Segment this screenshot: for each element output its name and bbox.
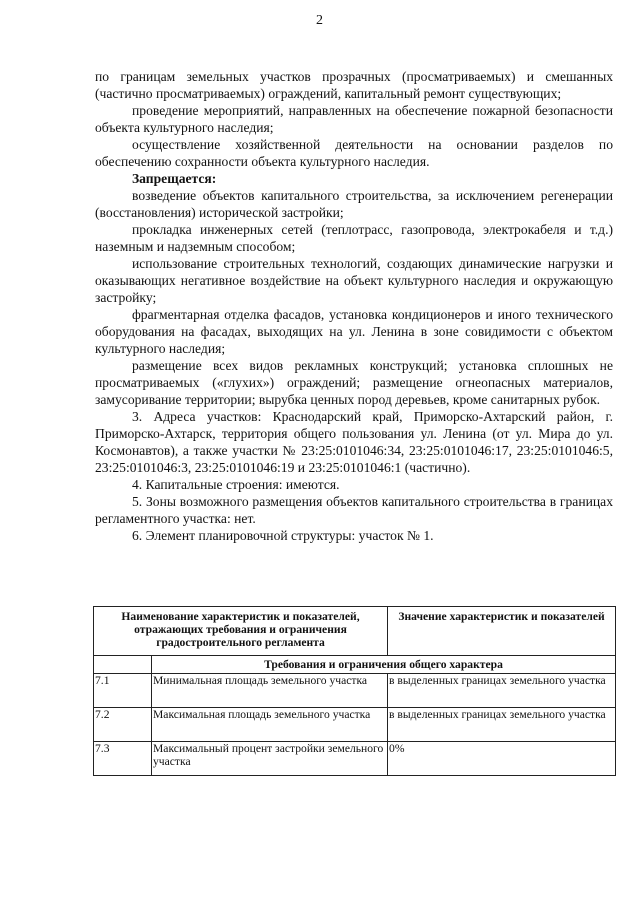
paragraph-fire-safety: проведение мероприятий, направленных на обеспечение пожарной безопасности объекта культурного наследия; bbox=[95, 103, 613, 135]
paragraph-placement-zones: 5. Зоны возможного размещения объектов капитального строительства в границах регламентного участка: нет. bbox=[95, 494, 613, 526]
row-number: 7.2 bbox=[94, 708, 152, 742]
page-number: 2 bbox=[316, 13, 323, 28]
table-header-row bbox=[94, 607, 616, 656]
section-title: Требования и ограничения общего характера bbox=[152, 656, 616, 674]
table-row bbox=[94, 742, 616, 776]
row-value: 0% bbox=[388, 742, 616, 776]
header-characteristics: Наименование характеристик и показателей, отражающих требования и ограничения градостроительного регламента bbox=[94, 607, 388, 656]
paragraph-planning-element: 6. Элемент планировочной структуры: участок № 1. bbox=[132, 528, 434, 543]
row-value: в выделенных границах земельного участка bbox=[388, 708, 616, 742]
table-row bbox=[94, 674, 616, 708]
row-number: 7.3 bbox=[94, 742, 152, 776]
paragraph-capital-construction: возведение объектов капитального строительства, за исключением регенерации (восстановления) исторической застройки; bbox=[95, 188, 613, 220]
table-row bbox=[94, 708, 616, 742]
heading-prohibited: Запрещается: bbox=[132, 171, 217, 186]
row-name: Максимальный процент застройки земельного участка bbox=[152, 742, 388, 776]
paragraph-capital-buildings: 4. Капитальные строения: имеются. bbox=[132, 477, 340, 492]
paragraph-advertising: размещение всех видов рекламных конструкций; установка сплошных не просматриваемых («глухих») ограждений; размещение огнеопасных материалов, замусоривание территории; вырубка ценных пород деревьев, кроме санитарных рубок. bbox=[95, 358, 613, 407]
paragraph-economic-activity: осуществление хозяйственной деятельности на основании разделов по обеспечению сохранности объекта культурного наследия. bbox=[95, 137, 613, 169]
paragraph-fences: по границам земельных участков прозрачных (просматриваемых) и смешанных (частично просматриваемых) ограждений, капитальный ремонт существующих; bbox=[95, 69, 613, 101]
paragraph-addresses: 3. Адреса участков: Краснодарский край, Приморско-Ахтарский район, г. Приморско-Ахтарск, территория общего пользования ул. Ленина (от ул. Мира до ул. Космонавтов), а также участки № 23:25:0101046:34, 23:25:0101046:17, 23:25:0101046:5, 23:25:0101046:3, 23:25:0101046:19 и 23:25:0101046:1 (частично). bbox=[95, 409, 613, 475]
row-value: в выделенных границах земельного участка bbox=[388, 674, 616, 708]
paragraph-construction-technologies: использование строительных технологий, создающих динамические нагрузки и оказывающих негативное воздействие на объект культурного наследия и окружающую застройку; bbox=[95, 256, 613, 305]
header-values: Значение характеристик и показателей bbox=[388, 607, 616, 656]
row-number: 7.1 bbox=[94, 674, 152, 708]
body-text bbox=[95, 68, 613, 544]
table-section-row bbox=[94, 656, 616, 674]
row-name: Максимальная площадь земельного участка bbox=[152, 708, 388, 742]
regulation-table bbox=[93, 606, 616, 776]
paragraph-utility-networks: прокладка инженерных сетей (теплотрасс, газопровода, электрокабеля и т.д.) наземным и надземным способом; bbox=[95, 222, 613, 254]
row-name: Минимальная площадь земельного участка bbox=[152, 674, 388, 708]
paragraph-facade-finishing: фрагментарная отделка фасадов, установка кондиционеров и иного технического оборудования на фасадах, выходящих на ул. Ленина в зоне совидимости с объектом культурного наследия; bbox=[95, 307, 613, 356]
